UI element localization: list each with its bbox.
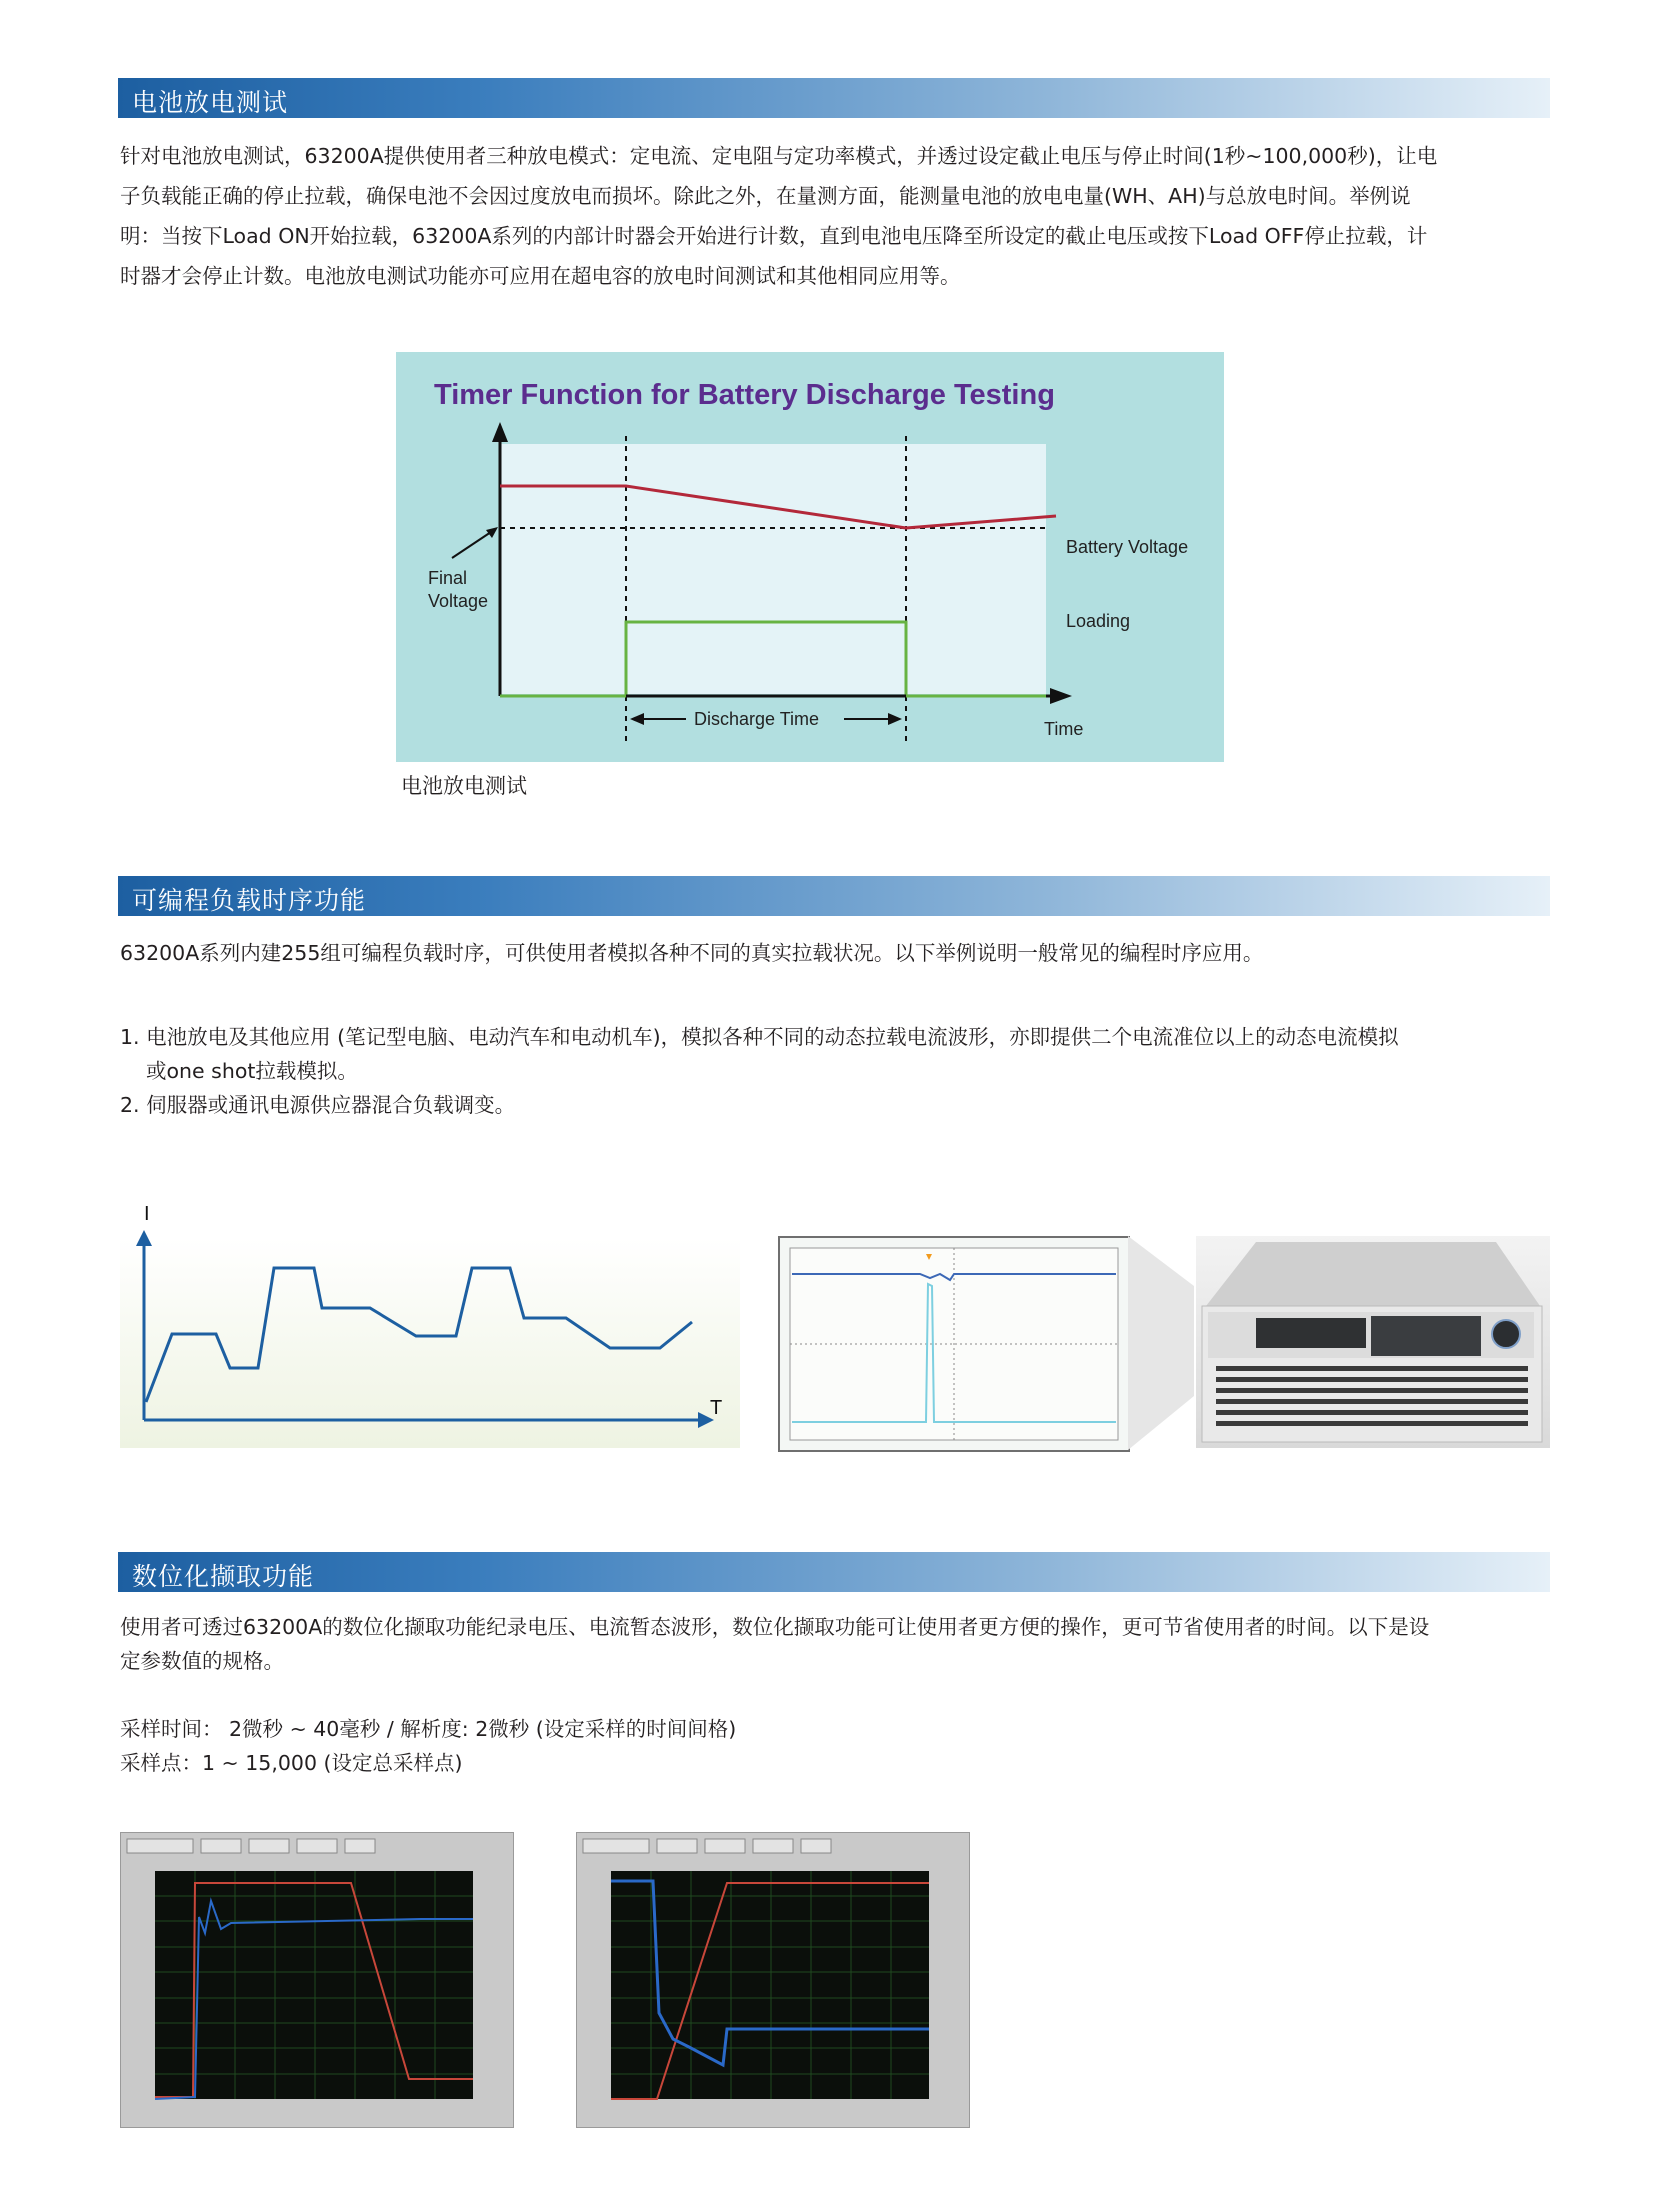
paragraph-line: 针对电池放电测试，63200A提供使用者三种放电模式：定电流、定电阻与定功率模式，并透过设定截止电压与停止时间(1秒~100,000秒)，让电 <box>120 144 1438 168</box>
digitizing-specs <box>120 1712 1550 1780</box>
paragraph-line: 使用者可透过63200A的数位化撷取功能纪录电压、电流暂态波形，数位化撷取功能可让使用者更方便的操作，更可节省使用者的时间。以下是设 <box>120 1615 1430 1639</box>
keypad <box>1371 1316 1481 1356</box>
list-item-continuation: 或one shot拉载模拟。 <box>146 1059 358 1083</box>
vent-slot <box>1216 1399 1528 1404</box>
ch-select-box <box>127 1839 193 1853</box>
figure-caption: 电池放电测试 <box>401 774 527 798</box>
adv-box <box>657 1839 697 1853</box>
capture-button-graphic <box>297 1839 337 1853</box>
list-item: 1. 电池放电及其他应用 (笔记型电脑、电动汽车和电动机车)，模拟各种不同的动态拉载电流波形，亦即提供二个电流准位以上的动态电流模拟 <box>120 1025 1399 1049</box>
digitizer-capture-2 <box>577 1833 969 2127</box>
sequence-list <box>120 1020 1550 1122</box>
exit-button-graphic <box>801 1839 831 1853</box>
battery-voltage-label: Battery Voltage <box>1066 537 1189 557</box>
digitizing-paragraph <box>120 1610 1550 1678</box>
display-panel <box>1256 1318 1366 1348</box>
exit-button-graphic <box>345 1839 375 1853</box>
vent-slot <box>1216 1366 1528 1371</box>
digitizer-screenshot-2 <box>576 1832 970 2128</box>
section-header-battery-discharge <box>118 78 1550 118</box>
oscilloscope-screenshot <box>778 1236 1130 1452</box>
load-sequence-waveform <box>120 1198 740 1448</box>
vent-slot <box>1216 1421 1528 1426</box>
discharge-time-label: Discharge Time <box>694 709 820 729</box>
paragraph-line: 明：当按下Load ON开始拉载，63200A系列的内部计时器会开始进行计数，直到电池电压降至所设定的截止电压或按下Load OFF停止拉载，计 <box>120 224 1428 248</box>
digitizer-capture-1 <box>121 1833 513 2127</box>
waveform-background <box>120 1238 740 1448</box>
chassis-top <box>1206 1242 1540 1306</box>
oscilloscope-trace <box>780 1238 1128 1450</box>
electronic-load-photo <box>1196 1236 1550 1448</box>
diagram-title: Timer Function for Battery Discharge Testing <box>434 379 1055 411</box>
spec-sampling-points: 采样点：1 ~ 15,000 (设定总采样点) <box>120 1751 463 1775</box>
y-axis-label: I <box>144 1203 150 1225</box>
sequence-intro: 63200A系列内建255组可编程负载时序，可供使用者模拟各种不同的真实拉载状况。以下举例说明一般常见的编程时序应用。 <box>120 941 1264 965</box>
spec-sampling-time: 采样时间： 2微秒 ~ 40毫秒 / 解析度: 2微秒 (设定采样的时间间格) <box>120 1717 737 1741</box>
voltage-label: Voltage <box>428 591 489 611</box>
section-title: 电池放电测试 <box>132 88 289 117</box>
paragraph-line: 子负载能正确的停止拉载，确保电池不会因过度放电而损坏。除此之外，在量测方面，能测量电池的放电电量(WH、AH)与总放电时间。举例说 <box>120 184 1411 208</box>
list-item: 2. 伺服器或通讯电源供应器混合负载调变。 <box>120 1093 516 1117</box>
time-label: Time <box>1044 719 1084 739</box>
sour-box <box>249 1839 289 1853</box>
adv-box <box>201 1839 241 1853</box>
callout-wedge <box>1128 1236 1196 1450</box>
vent-slot <box>1216 1388 1528 1393</box>
section-title: 数位化撷取功能 <box>132 1562 315 1591</box>
sour-box <box>705 1839 745 1853</box>
section-header-digitizing <box>118 1552 1550 1592</box>
timer-function-diagram <box>396 352 1224 762</box>
final-label: Final <box>428 568 468 588</box>
x-axis-label: T <box>710 1397 723 1419</box>
vent-slot <box>1216 1410 1528 1415</box>
loading-label: Loading <box>1066 611 1131 631</box>
battery-discharge-paragraph <box>120 136 1550 296</box>
digitizer-screenshot-1 <box>120 1832 514 2128</box>
capture-button-graphic <box>753 1839 793 1853</box>
electronic-load-illustration <box>1196 1236 1550 1448</box>
section-title: 可编程负载时序功能 <box>132 886 367 915</box>
section-header-programmable-sequence <box>118 876 1550 916</box>
paragraph-line: 定参数值的规格。 <box>120 1649 284 1673</box>
vent-slot <box>1216 1377 1528 1382</box>
callout-shape <box>1128 1236 1194 1450</box>
paragraph-line: 时器才会停止计数。电池放电测试功能亦可应用在超电容的放电时间测试和其他相同应用等。 <box>120 264 961 288</box>
ch-select-box <box>583 1839 649 1853</box>
plot-area <box>155 1871 473 2099</box>
control-knob <box>1492 1320 1520 1348</box>
diagram-plot-area <box>500 444 1046 694</box>
